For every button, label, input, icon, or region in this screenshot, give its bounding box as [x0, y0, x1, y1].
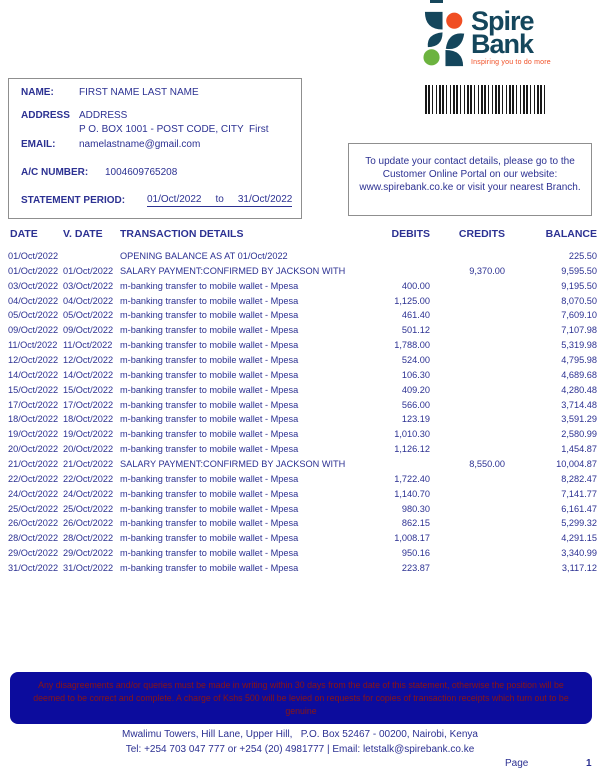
cell-balance: 8,282.47 [561, 473, 597, 484]
cell-details: SALARY PAYMENT:CONFIRMED BY JACKSON WITH [120, 265, 346, 276]
cell-date: 11/Oct/2022 [8, 340, 58, 351]
cell-debit: 950.16 [401, 548, 430, 559]
cell-details: m-banking transfer to mobile wallet - Mpesa [120, 295, 299, 306]
transaction-row [0, 323, 600, 338]
cell-v-date: 24/Oct/2022 [63, 488, 114, 499]
cell-credit [430, 502, 505, 517]
top-edge-artifact [430, 0, 443, 3]
cell-details: m-banking transfer to mobile wallet - Mpesa [120, 429, 299, 440]
cell-details: m-banking transfer to mobile wallet - Mpesa [120, 280, 299, 291]
cell-debit: 400.00 [401, 280, 430, 291]
page-label: Page [505, 758, 529, 769]
cell-balance: 5,319.98 [561, 340, 597, 351]
cell-credit [430, 561, 505, 576]
statement-period-value [147, 194, 292, 207]
account-number-value: 1004609765208 [105, 167, 178, 178]
cell-balance: 9,195.50 [561, 280, 597, 291]
cell-date: 17/Oct/2022 [8, 399, 59, 410]
cell-details: m-banking transfer to mobile wallet - Mpesa [120, 503, 299, 514]
cell-details: m-banking transfer to mobile wallet - Mpesa [120, 533, 299, 544]
spire-bank-logo [422, 6, 551, 73]
cell-date: 31/Oct/2022 [8, 563, 59, 574]
cell-details: m-banking transfer to mobile wallet - Mpesa [120, 488, 299, 499]
cell-v-date: 19/Oct/2022 [63, 429, 114, 440]
cell-balance: 5,299.32 [561, 518, 597, 529]
transaction-row [0, 353, 600, 368]
cell-debit: 524.00 [401, 355, 430, 366]
cell-date: 28/Oct/2022 [8, 533, 59, 544]
cell-v-date: 25/Oct/2022 [63, 503, 114, 514]
transaction-row [0, 442, 600, 457]
cell-credit: 9,370.00 [469, 265, 505, 276]
header-details: TRANSACTION DETAILS [120, 228, 244, 240]
header-debits: DEBITS [391, 228, 430, 240]
transaction-row [0, 502, 600, 517]
cell-date: 05/Oct/2022 [8, 310, 59, 321]
cell-details: m-banking transfer to mobile wallet - Mpesa [120, 414, 299, 425]
cell-date: 19/Oct/2022 [8, 429, 59, 440]
cell-balance: 4,291.15 [561, 533, 597, 544]
cell-debit: 409.20 [401, 384, 430, 395]
brand-tagline: Inspiring you to do more [471, 59, 551, 66]
cell-details: m-banking transfer to mobile wallet - Mpesa [120, 518, 299, 529]
header-v-date: V. DATE [63, 228, 103, 240]
cell-credit [430, 442, 505, 457]
cell-v-date: 29/Oct/2022 [63, 548, 114, 559]
cell-date: 12/Oct/2022 [8, 355, 59, 366]
cell-details: m-banking transfer to mobile wallet - Mpesa [120, 325, 299, 336]
cell-debit: 106.30 [401, 369, 430, 380]
cell-credit [430, 487, 505, 502]
cell-date: 26/Oct/2022 [8, 518, 59, 529]
cell-v-date: 01/Oct/2022 [63, 265, 114, 276]
cell-details: m-banking transfer to mobile wallet - Mpesa [120, 340, 299, 351]
cell-credit [430, 353, 505, 368]
cell-debit: 1,722.40 [394, 473, 430, 484]
contact-update-notice-text: To update your contact details, please go to the Customer Online Portal on our website: www.spirebank.co.ke or visit your nearest Branch. [359, 156, 581, 193]
cell-date: 04/Oct/2022 [8, 295, 59, 306]
cell-credit [430, 294, 505, 309]
cell-balance: 4,689.68 [561, 369, 597, 380]
transactions-body [0, 249, 600, 576]
transaction-row [0, 338, 600, 353]
period-to-date: 31/Oct/2022 [237, 194, 293, 205]
cell-v-date: 14/Oct/2022 [63, 369, 114, 380]
name-value: FIRST NAME LAST NAME [79, 87, 199, 98]
cell-balance: 3,714.48 [561, 399, 597, 410]
cell-credit [430, 249, 505, 264]
transaction-row [0, 531, 600, 546]
cell-date: 18/Oct/2022 [8, 414, 59, 425]
cell-credit [430, 308, 505, 323]
cell-credit [430, 383, 505, 398]
cell-v-date: 12/Oct/2022 [63, 355, 114, 366]
period-from-date: 01/Oct/2022 [147, 194, 202, 205]
cell-balance: 225.50 [568, 251, 597, 261]
transaction-row [0, 516, 600, 531]
cell-debit: 862.15 [401, 518, 430, 529]
cell-v-date: 15/Oct/2022 [63, 384, 114, 395]
transaction-row [0, 308, 600, 323]
cell-balance: 9,595.50 [561, 265, 597, 276]
cell-credit [430, 323, 505, 338]
cell-credit [430, 338, 505, 353]
cell-details: m-banking transfer to mobile wallet - Mpesa [120, 444, 299, 455]
cell-date: 29/Oct/2022 [8, 548, 59, 559]
name-label: NAME: [21, 87, 54, 98]
cell-v-date: 05/Oct/2022 [63, 310, 114, 321]
cell-credit [430, 279, 505, 294]
account-barcode [425, 85, 547, 114]
transaction-row [0, 427, 600, 442]
cell-v-date: 09/Oct/2022 [63, 325, 114, 336]
cell-balance: 8,070.50 [561, 295, 597, 306]
address-line1: ADDRESS [79, 110, 128, 121]
brand-name-line2: Bank [471, 29, 534, 59]
header-balance: BALANCE [545, 228, 597, 240]
cell-v-date: 22/Oct/2022 [63, 473, 114, 484]
cell-details: m-banking transfer to mobile wallet - Mpesa [120, 563, 299, 574]
transaction-row [0, 398, 600, 413]
address-label: ADDRESS [21, 110, 70, 121]
cell-balance: 3,591.29 [561, 414, 597, 425]
cell-debit: 223.87 [401, 563, 430, 574]
cell-credit [430, 546, 505, 561]
transactions-header-row [0, 228, 600, 240]
cell-details: m-banking transfer to mobile wallet - Mpesa [120, 399, 299, 410]
transaction-row [0, 294, 600, 309]
cell-v-date: 11/Oct/2022 [63, 340, 113, 351]
cell-balance: 10,004.87 [556, 459, 597, 470]
cell-date: 01/Oct/2022 [8, 265, 59, 276]
cell-debit: 566.00 [401, 399, 430, 410]
transaction-row [0, 546, 600, 561]
cell-date: 24/Oct/2022 [8, 488, 59, 499]
cell-debit [348, 457, 430, 472]
cell-debit: 501.12 [401, 325, 430, 336]
cell-details: m-banking transfer to mobile wallet - Mpesa [120, 548, 299, 559]
cell-balance: 2,580.99 [561, 429, 597, 440]
cell-credit: 8,550.00 [469, 459, 505, 470]
transaction-row [0, 249, 600, 264]
account-number-label: A/C NUMBER: [21, 167, 89, 178]
transaction-row [0, 368, 600, 383]
cell-v-date: 31/Oct/2022 [63, 563, 114, 574]
cell-debit: 461.40 [401, 310, 430, 321]
cell-details: SALARY PAYMENT:CONFIRMED BY JACKSON WITH [120, 459, 346, 470]
cell-v-date: 04/Oct/2022 [63, 295, 114, 306]
header-credits: CREDITS [458, 228, 505, 240]
cell-v-date: 03/Oct/2022 [63, 280, 114, 291]
cell-debit: 1,008.17 [394, 533, 430, 544]
cell-credit [430, 472, 505, 487]
cell-balance: 7,107.98 [561, 325, 597, 336]
cell-credit [430, 427, 505, 442]
cell-debit: 123.19 [401, 414, 430, 425]
transaction-row [0, 487, 600, 502]
cell-debit: 980.30 [401, 503, 430, 514]
cell-details: m-banking transfer to mobile wallet - Mpesa [120, 384, 299, 395]
cell-v-date [63, 249, 120, 264]
cell-v-date: 26/Oct/2022 [63, 518, 114, 529]
period-to-word: to [215, 194, 224, 205]
cell-details: m-banking transfer to mobile wallet - Mpesa [120, 369, 299, 380]
cell-balance: 4,280.48 [561, 384, 597, 395]
footer-contact-line: Tel: +254 703 047 777 or +254 (20) 4981777 | Email: letstalk@spirebank.co.ke [125, 744, 475, 755]
cell-credit [430, 412, 505, 427]
cell-balance: 6,161.47 [561, 503, 597, 514]
cell-balance: 4,795.98 [561, 355, 597, 366]
cell-balance: 7,609.10 [561, 310, 597, 321]
cell-date: 03/Oct/2022 [8, 280, 59, 291]
cell-credit [430, 531, 505, 546]
cell-date: 21/Oct/2022 [8, 459, 59, 470]
cell-debit: 1,125.00 [394, 295, 430, 306]
cell-credit [430, 516, 505, 531]
cell-balance: 7,141.77 [561, 488, 597, 499]
page-number: 1 [586, 758, 592, 769]
cell-v-date: 21/Oct/2022 [63, 459, 114, 470]
transaction-row [0, 472, 600, 487]
brand-name-line1: Spire [471, 6, 534, 36]
cell-details: m-banking transfer to mobile wallet - Mpesa [120, 310, 299, 321]
cell-debit: 1,140.70 [394, 488, 430, 499]
cell-v-date: 17/Oct/2022 [63, 399, 114, 410]
cell-balance: 1,454.87 [561, 444, 597, 455]
footer-address-line: Mwalimu Towers, Hill Lane, Upper Hill, P.O. Box 52467 - 00200, Nairobi, Kenya [122, 729, 478, 740]
cell-debit [348, 249, 430, 264]
cell-date: 09/Oct/2022 [8, 325, 59, 336]
cell-debit: 1,010.30 [394, 429, 430, 440]
email-label: EMAIL: [21, 139, 56, 150]
disclaimer-text: Any disagreements and/or queries must be made in writing within 30 days from the date of this statement, otherwise the position will be deemed to be correct and complete. A charge of Kshs 500 will be levied on requests for copies of transaction receipts which turn out to be genuine [33, 680, 569, 716]
cell-details: OPENING BALANCE AS AT 01/Oct/2022 [120, 251, 288, 261]
contact-update-notice-box [348, 143, 592, 216]
transaction-row [0, 561, 600, 576]
cell-date: 20/Oct/2022 [8, 444, 59, 455]
cell-balance: 3,117.12 [561, 563, 597, 574]
cell-debit [348, 264, 430, 279]
header-date: DATE [10, 228, 38, 240]
cell-v-date: 18/Oct/2022 [63, 414, 114, 425]
email-value: namelastname@gmail.com [79, 139, 201, 150]
cell-debit: 1,788.00 [394, 340, 430, 351]
statement-period-label: STATEMENT PERIOD: [21, 195, 126, 206]
cell-credit [430, 368, 505, 383]
transaction-row [0, 279, 600, 294]
transaction-row [0, 412, 600, 427]
transaction-row [0, 457, 600, 472]
cell-details: m-banking transfer to mobile wallet - Mpesa [120, 355, 299, 366]
address-line2: P O. BOX 1001 - POST CODE, CITY First [79, 124, 269, 135]
cell-balance: 3,340.99 [561, 548, 597, 559]
cell-date: 01/Oct/2022 [8, 251, 59, 261]
cell-debit: 1,126.12 [394, 444, 430, 455]
spire-bank-logo-icon [422, 10, 466, 73]
customer-info-box [8, 78, 302, 219]
transaction-row [0, 383, 600, 398]
transaction-row [0, 264, 600, 279]
cell-details: m-banking transfer to mobile wallet - Mpesa [120, 473, 299, 484]
cell-date: 14/Oct/2022 [8, 369, 59, 380]
cell-date: 22/Oct/2022 [8, 473, 59, 484]
cell-credit [430, 398, 505, 413]
cell-v-date: 28/Oct/2022 [63, 533, 114, 544]
cell-date: 15/Oct/2022 [8, 384, 59, 395]
cell-date: 25/Oct/2022 [8, 503, 59, 514]
cell-v-date: 20/Oct/2022 [63, 444, 114, 455]
disclaimer-box [10, 672, 592, 724]
